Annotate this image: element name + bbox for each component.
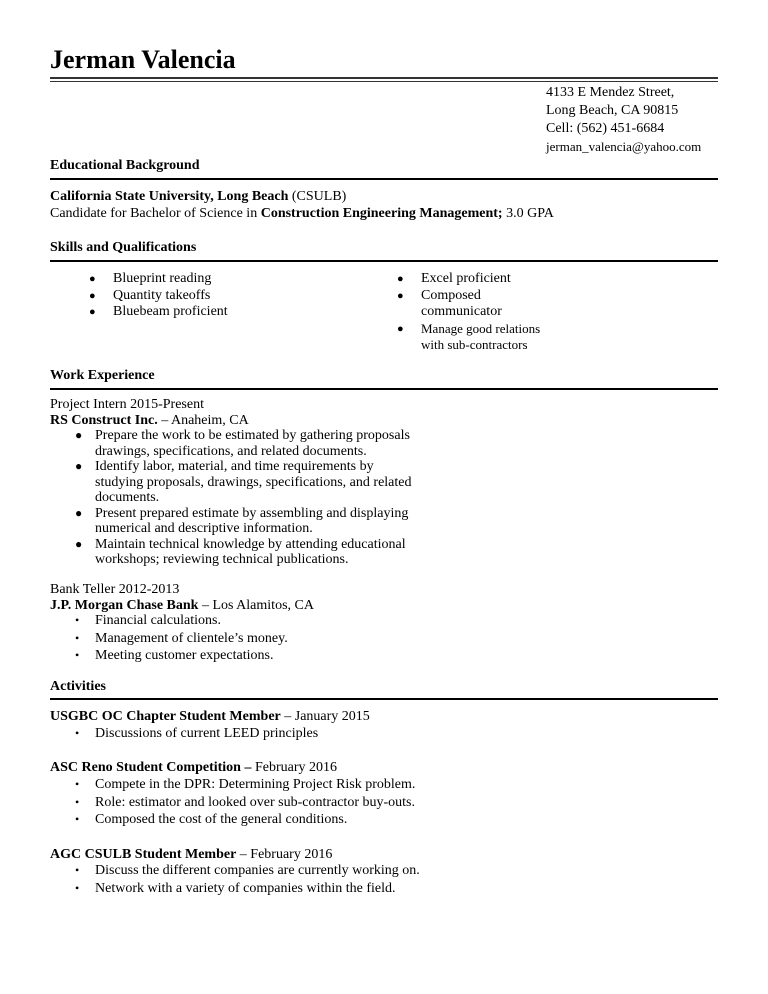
bullet-text: Financial calculations. <box>95 613 221 628</box>
bullet-text: Composed the cost of the general conditions. <box>95 812 348 827</box>
bullet-icon: • <box>75 863 80 877</box>
list-item <box>73 647 288 665</box>
phone-number: Cell: (562) 451-6684 <box>546 121 665 136</box>
job-bullets <box>73 428 411 568</box>
activity-org: ASC Reno Student Competition – <box>50 760 252 775</box>
activity-header <box>50 846 332 863</box>
list-item <box>89 304 228 321</box>
list-item <box>397 288 540 321</box>
education-divider <box>50 178 718 180</box>
activity-header <box>50 759 337 776</box>
skill-text: Composed <box>421 287 481 303</box>
skills-section-title: Skills and Qualifications <box>50 240 197 255</box>
resume-name: Jerman Valencia <box>50 45 236 74</box>
activity-bullets <box>73 725 318 743</box>
activity-header <box>50 708 370 725</box>
skills-list-right <box>397 271 540 354</box>
company-location: – Anaheim, CA <box>157 413 249 428</box>
activities-section-title: Activities <box>50 679 106 694</box>
job-role: Project Intern 2015-Present <box>50 397 204 412</box>
bullet-text: Identify labor, material, and time requirements by <box>95 459 374 474</box>
degree-major: Construction Engineering Management; <box>260 206 503 221</box>
skill-text: Quantity takeoffs <box>113 287 211 303</box>
skill-text: Excel proficient <box>421 271 511 286</box>
degree-prefix: Candidate for Bachelor of Science in <box>50 206 261 221</box>
activities-divider <box>50 698 718 700</box>
list-item <box>73 537 411 568</box>
bullet-icon: • <box>75 726 80 740</box>
work-section-title: Work Experience <box>50 368 155 383</box>
header-divider <box>50 77 718 82</box>
list-item <box>73 880 420 898</box>
company-name: RS Construct Inc. <box>50 413 158 428</box>
skills-divider <box>50 260 718 262</box>
bullet-text-cont: numerical and descriptive information. <box>95 521 313 536</box>
list-item <box>73 459 411 506</box>
bullet-text: Discuss the different companies are currently working on. <box>95 863 420 878</box>
school-line <box>50 188 346 205</box>
bullet-text-cont: studying proposals, drawings, specifications, and related <box>95 474 412 490</box>
list-item <box>73 862 420 880</box>
company-location: – Los Alamitos, CA <box>198 598 314 613</box>
contact-block <box>546 84 701 156</box>
bullet-icon: ● <box>75 428 83 442</box>
bullet-icon: ● <box>397 273 404 285</box>
degree-line <box>50 205 554 222</box>
bullet-text: Prepare the work to be estimated by gathering proposals <box>95 428 410 443</box>
bullet-text-cont: drawings, specifications, and related documents. <box>95 443 367 459</box>
list-item <box>73 776 415 794</box>
bullet-icon: ● <box>75 536 83 551</box>
job-role: Bank Teller 2012-2013 <box>50 582 180 597</box>
list-item <box>73 794 415 812</box>
company-name: J.P. Morgan Chase Bank <box>50 598 199 613</box>
bullet-icon: ● <box>89 306 96 318</box>
skill-text-cont: with sub-contractors <box>421 337 528 352</box>
work-divider <box>50 388 718 390</box>
bullet-icon: ● <box>397 289 404 302</box>
bullet-text: Meeting customer expectations. <box>95 648 274 663</box>
list-item <box>73 725 318 743</box>
job-bullets <box>73 612 288 665</box>
list-item <box>73 506 411 537</box>
bullet-icon: • <box>75 648 80 662</box>
skill-text: Blueprint reading <box>113 271 212 286</box>
bullet-icon: ● <box>89 289 96 302</box>
activity-date: – January 2015 <box>280 709 370 724</box>
bullet-icon: • <box>75 777 80 791</box>
bullet-icon: • <box>75 794 80 809</box>
list-item <box>397 271 540 288</box>
activity-date: – February 2016 <box>236 847 333 862</box>
list-item <box>397 321 540 354</box>
bullet-icon: • <box>75 630 80 645</box>
school-abbr: (CSULB) <box>288 189 347 204</box>
bullet-text: Present prepared estimate by assembling and displaying <box>95 505 409 521</box>
bullet-icon: ● <box>89 273 96 285</box>
skill-text: Bluebeam proficient <box>113 304 228 319</box>
list-item <box>89 271 228 288</box>
bullet-text: Management of clientele’s money. <box>95 630 288 646</box>
bullet-text: Discussions of current LEED principles <box>95 726 319 741</box>
bullet-text: Compete in the DPR: Determining Project Risk problem. <box>95 777 416 792</box>
list-item <box>73 428 411 459</box>
skill-text-cont: communicator <box>421 304 502 319</box>
activity-org: USGBC OC Chapter Student Member <box>50 709 281 724</box>
bullet-icon: • <box>75 812 80 826</box>
activity-date: February 2016 <box>251 760 338 775</box>
list-item <box>73 630 288 648</box>
address-line-2: Long Beach, CA 90815 <box>546 103 679 118</box>
job-company-line <box>50 412 249 429</box>
address-line-1: 4133 E Mendez Street, <box>546 85 675 100</box>
list-item <box>73 612 288 630</box>
activity-bullets <box>73 862 420 897</box>
skill-text: Manage good relations <box>421 320 541 336</box>
list-item <box>73 811 415 829</box>
skills-list-left <box>89 271 228 321</box>
bullet-text: Network with a variety of companies within the field. <box>95 880 396 896</box>
email-address: jerman_valencia@yahoo.com <box>546 139 702 154</box>
bullet-text-cont: workshops; reviewing technical publications. <box>95 552 349 567</box>
bullet-text: Role: estimator and looked over sub-contractor buy-outs. <box>95 794 415 810</box>
bullet-text: Maintain technical knowledge by attending educational <box>95 536 406 552</box>
bullet-icon: • <box>75 613 80 627</box>
activity-bullets <box>73 776 415 829</box>
activity-org: AGC CSULB Student Member <box>50 847 237 862</box>
gpa: 3.0 GPA <box>502 206 554 221</box>
bullet-icon: ● <box>75 459 83 473</box>
list-item <box>89 288 228 305</box>
bullet-icon: ● <box>397 322 404 335</box>
bullet-text-cont: documents. <box>95 490 160 505</box>
bullet-icon: • <box>75 880 80 895</box>
school-name: California State University, Long Beach <box>50 189 289 204</box>
bullet-icon: ● <box>75 505 83 520</box>
education-section-title: Educational Background <box>50 158 200 173</box>
